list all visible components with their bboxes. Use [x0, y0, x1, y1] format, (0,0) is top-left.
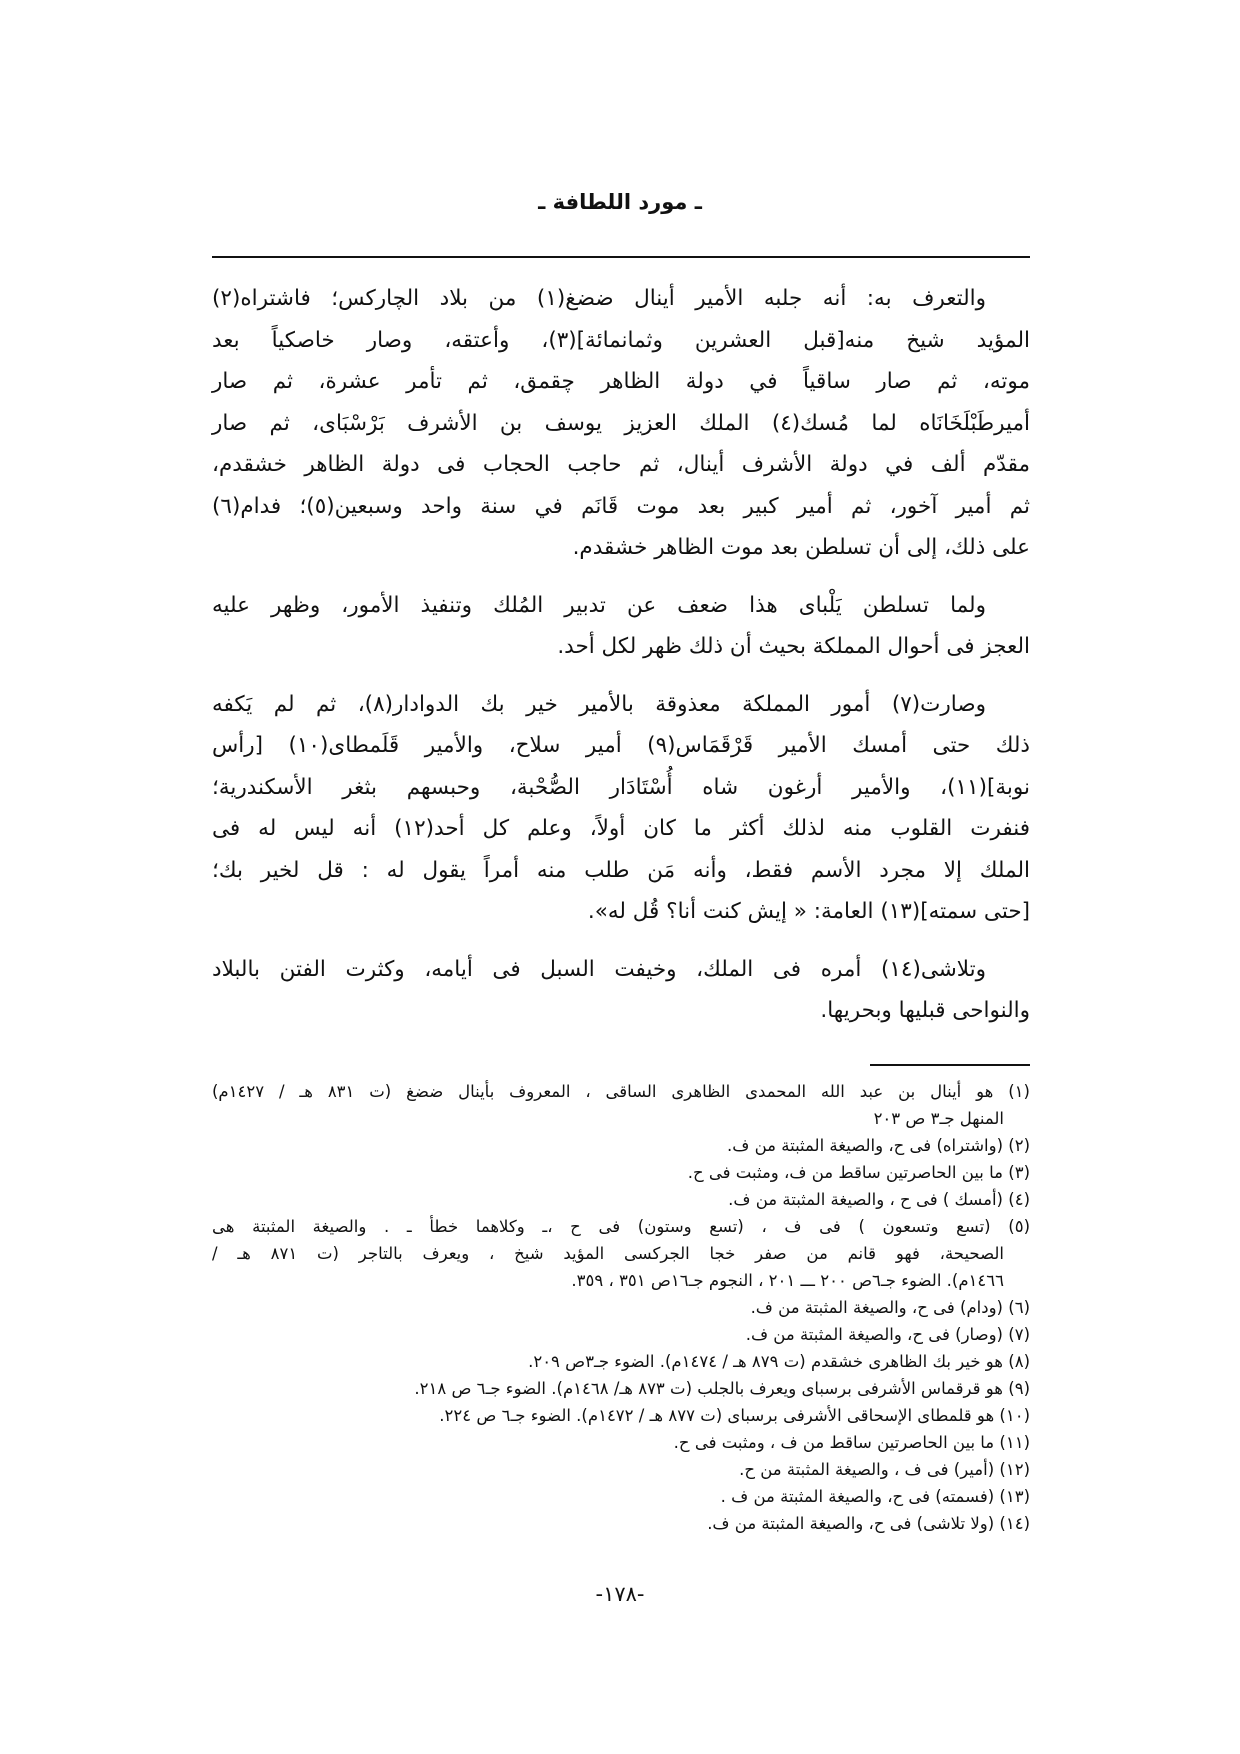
text-line: الملك إلا مجرد الأسم فقط، وأنه مَن طلب منه أمراً يقول له : قل لخير بك؛	[212, 857, 1030, 883]
text-line: أميرطَبْلَخَانَاه لما مُسك(٤) الملك العزيز يوسف بن الأشرف بَرْسْبَاى، ثم صار	[212, 410, 1030, 436]
text-line: والتعرف به: أنه جلبه الأمير أينال ضضغ(١) من بلاد الچاركس؛ فاشتراه(٢)	[212, 286, 986, 311]
footnote-rule	[870, 1064, 1030, 1066]
text-line: ذلك حتى أمسك الأمير قَرْقَمَاس(٩) أمير سلاح، والأمير قَلَمطاى(١٠) [رأس	[212, 733, 1030, 758]
footnote	[212, 1294, 1030, 1321]
header-rule	[212, 256, 1030, 258]
footnote-line: (١) هو أينال بن عبد الله المحمدى الظاهرى الساقى ، المعروف بأينال ضضغ (ت ٨٣١ هـ / ١٤٢٧م)	[212, 1082, 1030, 1101]
text-line: [حتى سمته](١٣) العامة: « إيش كنت أنا؟ قُل له».	[587, 899, 1030, 924]
text-line: وصارت(٧) أمور المملكة معذوقة بالأمير خير بك الدوادار(٨)، ثم لم يَكفه	[212, 691, 986, 717]
footnote-line: (٣) ما بين الحاصرتين ساقط من ف، ومثبت فى ح.	[687, 1163, 1030, 1182]
footnote-line: (٨) هو خير بك الظاهرى خشقدم (ت ٨٧٩ هـ / ١٤٧٤م). الضوء جـ٣ص ٢٠٩.	[528, 1352, 1030, 1371]
text-line: مقدّم ألف في دولة الأشرف أينال، ثم حاجب الحجاب فى دولة الظاهر خشقدم،	[212, 452, 1030, 477]
footnote	[212, 1321, 1030, 1348]
running-header: ـ مورد اللطافة ـ	[538, 190, 702, 214]
footnote	[212, 1483, 1030, 1510]
footnote	[212, 1456, 1030, 1483]
text-line: ولما تسلطن يَلْباى هذا ضعف عن تدبير المُلك وتنفيذ الأمور، وظهر عليه	[212, 592, 986, 618]
footnote-line: (١١) ما بين الحاصرتين ساقط من ف ، ومثبت فى ح.	[673, 1433, 1030, 1452]
text-line: موته، ثم صار ساقياً في دولة الظاهر چقمق، ثم تأمر عشرة، ثم صار	[212, 369, 1030, 394]
paragraph	[212, 278, 1030, 569]
footnote-line: ١٤٦٦م). الضوء جـ٦ص ٢٠٠ ـــ ٢٠١ ، النجوم جـ١٦ص ٣٥١ ، ٣٥٩.	[571, 1271, 1004, 1290]
text-line: المؤيد شيخ منه[قبل العشرين وثمانمائة](٣)، وأعتقه، وصار خاصكياً بعد	[212, 327, 1030, 353]
text-line: والنواحى قبليها وبحريها.	[820, 998, 1030, 1023]
text-line: فنفرت القلوب منه لذلك أكثر ما كان أولاً، وعلم كل أحد(١٢) أنه ليس له فى	[212, 816, 1031, 841]
footnote	[212, 1186, 1030, 1213]
footnote-line: الصحيحة، فهو قانم من صفر خجا الجركسى المؤيد شيخ ، ويعرف بالتاجر (ت ٨٧١ هـ /	[212, 1244, 1004, 1263]
paragraph	[212, 949, 1030, 1032]
footnote	[212, 1078, 1030, 1132]
paragraph	[212, 585, 1030, 668]
footnote-line: (٢) (واشتراه) فى ح، والصيغة المثبتة من ف.	[727, 1136, 1030, 1155]
footnote	[212, 1159, 1030, 1186]
footnote-line: (٩) هو قرقماس الأشرفى برسباى ويعرف بالجلب (ت ٨٧٣ هـ/ ١٤٦٨م). الضوء جـ٦ ص ٢١٨.	[414, 1379, 1030, 1398]
footnote	[212, 1402, 1030, 1429]
footnote-line: (٧) (وصار) فى ح، والصيغة المثبتة من ف.	[745, 1325, 1030, 1344]
footnotes	[212, 1078, 1030, 1537]
footnote-line: (١٠) هو قلمطاى الإسحاقى الأشرفى برسباى (ت ٨٧٧ هـ / ١٤٧٢م). الضوء جـ٦ ص ٢٢٤.	[439, 1406, 1030, 1425]
footnote	[212, 1348, 1030, 1375]
text-line: على ذلك، إلى أن تسلطن بعد موت الظاهر خشقدم.	[572, 535, 1030, 560]
text-line: وتلاشى(١٤) أمره فى الملك، وخيفت السبل فى أيامه، وكثرت الفتن بالبلاد	[212, 956, 986, 982]
page-number: -١٧٨-	[595, 1582, 645, 1606]
main-text	[212, 278, 1030, 1048]
footnote-line: (٤) (أمسك ) فى ح ، والصيغة المثبتة من ف.	[728, 1190, 1030, 1209]
footnote-line: (٥) (تسع وتسعون ) فى ف ، (تسع وستون) فى ح ،ـ وكلاهما خطأ ـ . والصيغة المثبتة هى	[212, 1217, 1030, 1236]
footnote-line: (٦) (ودام) فى ح، والصيغة المثبتة من ف.	[750, 1298, 1030, 1317]
footnote	[212, 1429, 1030, 1456]
footnote	[212, 1375, 1030, 1402]
footnote	[212, 1510, 1030, 1537]
text-line: نوبة](١١)، والأمير أرغون شاه أُسْتَادَار الصُّحْبة، وحبسهم بثغر الأسكندرية؛	[212, 774, 1030, 800]
footnote-line: المنهل جـ٣ ص ٢٠٣	[873, 1109, 1004, 1128]
text-line: العجز فى أحوال المملكة بحيث أن ذلك ظهر لكل أحد.	[557, 634, 1030, 659]
footnote	[212, 1213, 1030, 1294]
footnote-line: (١٣) (فسمته) فى ح، والصيغة المثبتة من ف .	[720, 1487, 1030, 1506]
paragraph	[212, 684, 1030, 933]
footnote	[212, 1132, 1030, 1159]
footnote-line: (١٢) (أمير) فى ف ، والصيغة المثبتة من ح.	[739, 1460, 1030, 1479]
text-line: ثم أمير آخور، ثم أمير كبير بعد موت قَانَم في سنة واحد وسبعين(٥)؛ فدام(٦)	[212, 493, 1031, 519]
footnote-line: (١٤) (ولا تلاشى) فى ح، والصيغة المثبتة من ف.	[707, 1514, 1030, 1533]
